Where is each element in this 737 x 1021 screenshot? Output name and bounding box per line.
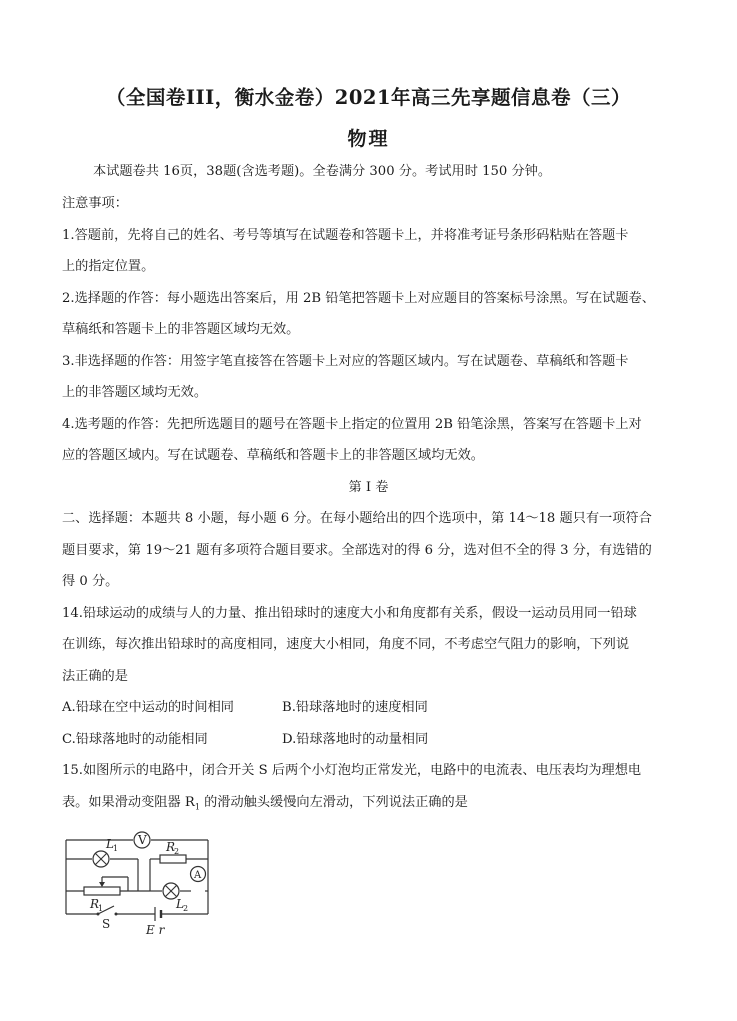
resistor-r2-subscript: 2 [174, 847, 180, 856]
lamp-l2-subscript: 2 [183, 904, 189, 913]
notes-heading: 注意事项： [62, 196, 128, 211]
voltmeter-symbol [134, 832, 150, 848]
ammeter-label: A [194, 870, 202, 881]
question-14-option-d: D.铅球落地时的动量相同 [282, 732, 429, 747]
section-title: 第 I 卷 [348, 480, 389, 495]
lamp-l2-symbol [163, 883, 188, 913]
section-instruction-line: 二、选择题：本题共 8 小题，每小题 6 分。在每小题给出的四个选项中，第 14～18 题只有一项符合 [62, 511, 652, 526]
question-15-stem: 15.如图所示的电路中，闭合开关 S 后两个小灯泡均正常发光，电路中的电流表、电压表均为理想电 [62, 763, 642, 778]
switch-label: S [102, 917, 111, 931]
question-15-stem-part: 表。如果滑动变阻器 R [62, 795, 195, 810]
note-line: 应的答题区域内。写在试题卷、草稿纸和答题卡上的非答题区域均无效。 [62, 448, 484, 463]
lamp-l1-label: L [106, 837, 114, 851]
lamp-l1-subscript: 1 [113, 844, 119, 853]
subject-title: 物理 [347, 128, 390, 150]
intro-text: 本试题卷共 16页，38题(含选考题)。全卷满分 300 分。考试用时 150 分钟。 [93, 164, 552, 179]
note-line: 1.答题前，先将自己的姓名、考号等填写在试题卷和答题卡上，并将准考证号条形码粘贴在答题卡 [62, 228, 629, 243]
voltmeter-label: V [138, 833, 147, 847]
question-14-stem: 14.铅球运动的成绩与人的力量、推出铅球时的速度大小和角度都有关系，假设一运动员用同一铅球 [62, 606, 637, 621]
section-instruction-line: 得 0 分。 [62, 574, 119, 589]
note-line: 上的指定位置。 [62, 259, 155, 274]
section-instruction-line: 题目要求，第 19～21 题有多项符合题目要求。全部选对的得 6 分，选对但不全的得 3 分，有选错的 [62, 543, 652, 558]
note-line: 上的非答题区域均无效。 [62, 385, 208, 400]
question-14-stem: 在训练，每次推出铅球时的高度相同，速度大小相同，角度不同，不考虑空气阻力的影响，下列说 [62, 637, 630, 652]
rheostat-r1-subscript: 1 [98, 904, 104, 913]
switch-symbol [97, 913, 118, 932]
note-line: 3.非选择题的作答：用签字笔直接答在答题卡上对应的答题区域内。写在试题卷、草稿纸和答题卡 [62, 354, 629, 369]
note-line: 4.选考题的作答：先把所选题目的题号在答题卡上指定的位置用 2B 铅笔涂黑，答案写在答题卡上对 [62, 417, 642, 432]
resistor-r2-label: R [166, 840, 176, 854]
circuit-diagram [60, 814, 216, 936]
question-14-option-b: B.铅球落地时的速度相同 [282, 700, 428, 715]
rheostat-r1-label: R [90, 897, 100, 911]
question-15-subscript: 1 [194, 802, 200, 812]
lamp-l1-symbol [93, 837, 118, 867]
battery-symbol [145, 907, 166, 936]
note-line: 草稿纸和答题卡上的非答题区域均无效。 [62, 322, 300, 337]
question-14-option-a: A.铅球在空中运动的时间相同 [62, 700, 234, 715]
ammeter-symbol [191, 867, 206, 882]
rheostat-r1-symbol [84, 882, 120, 913]
resistor-r2-symbol [160, 840, 186, 863]
lamp-l2-label: L [176, 897, 184, 911]
question-14-stem: 法正确的是 [62, 669, 128, 684]
question-15-stem-part: 的滑动触头缓慢向左滑动，下列说法正确的是 [199, 795, 468, 810]
question-14-option-c: C.铅球落地时的动能相同 [62, 732, 208, 747]
battery-label: E r [146, 923, 165, 936]
note-line: 2.选择题的作答：每小题选出答案后，用 2B 铅笔把答题卡上对应题目的答案标号涂黑。写在试题卷、 [62, 291, 655, 306]
exam-title: （全国卷III，衡水金卷）2021年高三先享题信息卷（三） [105, 86, 632, 109]
